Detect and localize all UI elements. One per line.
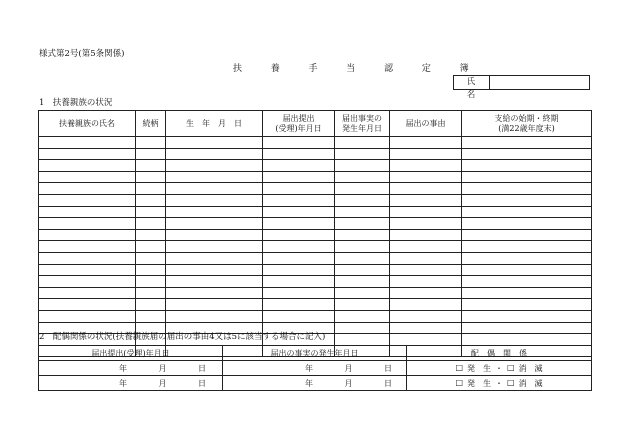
dependent-row [39,206,592,218]
col-header-spouse-submission-date: 届出提出(受理)年月日 [39,346,223,361]
month-unit: 月 [158,378,167,388]
reason-cell[interactable] [390,137,462,149]
occurrence-date-cell[interactable] [335,322,390,334]
submission-date-cell[interactable] [263,206,335,218]
payment-period-cell[interactable] [462,148,592,160]
reason-cell[interactable] [390,171,462,183]
birthdate-cell[interactable] [166,160,263,172]
relationship-cell[interactable] [136,148,166,160]
submission-date-cell[interactable] [263,229,335,241]
payment-period-cell[interactable] [462,334,592,346]
birthdate-cell[interactable] [166,183,263,195]
occur-label: 発 生 [467,378,491,388]
dependent-row [39,183,592,195]
month-unit: 月 [344,378,353,388]
relationship-cell[interactable] [136,310,166,322]
occur-checkbox[interactable]: □ [455,362,463,372]
option-separator: ・ [495,363,503,373]
relationship-cell[interactable] [136,229,166,241]
title-char: 簿 [459,64,469,74]
dependent-row [39,148,592,160]
submission-date-cell[interactable] [263,183,335,195]
month-unit: 月 [158,363,167,373]
extinct-label: 消 滅 [518,378,543,388]
dependent-name-cell[interactable] [39,299,136,311]
reason-cell[interactable] [390,264,462,276]
dependent-row [39,194,592,206]
dependent-row [39,310,592,322]
reason-cell[interactable] [390,148,462,160]
birthdate-cell[interactable] [166,194,263,206]
col-header-spouse-occurrence-date: 届出の事実の発生年月日 [223,346,407,361]
payment-period-cell[interactable] [462,310,592,322]
day-unit: 日 [384,363,392,373]
spouse-table [38,345,592,391]
payment-period-cell[interactable] [462,171,592,183]
occurrence-date-cell[interactable] [335,252,390,264]
reason-cell[interactable] [390,287,462,299]
option-separator: ・ [495,378,503,388]
reason-cell[interactable] [390,276,462,288]
birthdate-cell[interactable] [166,148,263,160]
year-unit: 年 [305,363,313,373]
col-header-spouse-relationship: 配 偶 関 係 [407,346,592,361]
dependent-name-cell[interactable] [39,160,136,172]
dependent-row [39,241,592,253]
occurrence-date-cell[interactable] [335,334,390,346]
submission-date-cell[interactable] [263,160,335,172]
dependent-row [39,218,592,230]
col-header-submission-date: 届出提出 (受理)年月日 [263,111,335,137]
submission-date-cell[interactable] [263,310,335,322]
birthdate-cell[interactable] [166,206,263,218]
day-unit: 日 [198,378,206,388]
payment-period-cell[interactable] [462,137,592,149]
dependent-name-cell[interactable] [39,137,136,149]
relationship-cell[interactable] [136,299,166,311]
dependents-table [38,110,592,357]
occurrence-date-cell[interactable] [335,206,390,218]
document-title [233,61,469,74]
spouse-submission-date-cell[interactable] [39,376,223,391]
title-char: 手 [308,64,318,74]
spouse-relationship-cell [407,376,592,391]
occurrence-date-cell[interactable] [335,137,390,149]
spouse-header-row [39,346,592,361]
relationship-cell[interactable] [136,218,166,230]
occur-checkbox[interactable]: □ [455,377,463,387]
dependent-name-cell[interactable] [39,194,136,206]
col-header-occurrence-date: 届出事実の 発生年月日 [335,111,390,137]
relationship-cell[interactable] [136,160,166,172]
occurrence-date-cell[interactable] [335,183,390,195]
submission-date-cell[interactable] [263,287,335,299]
birthdate-cell[interactable] [166,252,263,264]
year-unit: 年 [119,378,127,388]
dependent-row [39,229,592,241]
reason-cell[interactable] [390,241,462,253]
birthdate-cell[interactable] [166,287,263,299]
relationship-cell[interactable] [136,276,166,288]
relationship-cell[interactable] [136,241,166,253]
dependent-name-cell[interactable] [39,276,136,288]
payment-period-cell[interactable] [462,322,592,334]
payment-period-cell[interactable] [462,160,592,172]
occurrence-date-cell[interactable] [335,287,390,299]
payment-period-cell[interactable] [462,218,592,230]
payment-period-cell[interactable] [462,183,592,195]
dependent-name-cell[interactable] [39,206,136,218]
dependent-name-cell[interactable] [39,148,136,160]
reason-cell[interactable] [390,194,462,206]
form-number: 様式第2号(第5条関係) [39,49,125,59]
reason-cell[interactable] [390,299,462,311]
dependent-row [39,276,592,288]
col-header-dependent-name: 扶養親族の氏名 [39,111,136,137]
occurrence-date-cell[interactable] [335,264,390,276]
title-char: 養 [270,64,280,74]
submission-date-cell[interactable] [263,264,335,276]
occurrence-date-cell[interactable] [335,241,390,253]
reason-cell[interactable] [390,310,462,322]
year-unit: 年 [305,378,313,388]
reason-cell[interactable] [390,229,462,241]
name-label: 氏 名 [454,76,490,89]
extinct-checkbox[interactable]: □ [507,362,515,372]
col-header-payment-period: 支給の始期・終期 (満22歳年度末) [462,111,592,137]
payment-period-cell[interactable] [462,194,592,206]
submission-date-cell[interactable] [263,252,335,264]
birthdate-cell[interactable] [166,299,263,311]
birthdate-cell[interactable] [166,264,263,276]
dependent-name-cell[interactable] [39,252,136,264]
name-field-box[interactable] [453,75,590,100]
day-unit: 日 [384,378,392,388]
birthdate-cell[interactable] [166,310,263,322]
section1-heading: 1 扶養親族の状況 [39,98,113,108]
occurrence-date-cell[interactable] [335,299,390,311]
payment-period-cell[interactable] [462,252,592,264]
dependent-row [39,171,592,183]
dependent-name-cell[interactable] [39,310,136,322]
month-unit: 月 [344,363,353,373]
submission-date-cell[interactable] [263,299,335,311]
payment-period-cell[interactable] [462,264,592,276]
dependent-name-cell[interactable] [39,241,136,253]
dependent-name-cell[interactable] [39,218,136,230]
col-header-birthdate: 生 年 月 日 [166,111,263,137]
payment-period-cell[interactable] [462,229,592,241]
relationship-cell[interactable] [136,206,166,218]
reason-cell[interactable] [390,322,462,334]
occur-label: 発 生 [467,363,491,373]
occurrence-date-cell[interactable] [335,218,390,230]
payment-period-cell[interactable] [462,299,592,311]
relationship-cell[interactable] [136,287,166,299]
dependent-row [39,137,592,149]
reason-cell[interactable] [390,206,462,218]
payment-period-cell[interactable] [462,206,592,218]
birthdate-cell[interactable] [166,171,263,183]
dependent-name-cell[interactable] [39,183,136,195]
birthdate-cell[interactable] [166,241,263,253]
extinct-checkbox[interactable]: □ [507,377,515,387]
birthdate-cell[interactable] [166,229,263,241]
title-char: 当 [346,64,356,74]
dependent-name-cell[interactable] [39,264,136,276]
dependent-row [39,264,592,276]
year-unit: 年 [119,363,127,373]
spouse-occurrence-date-cell[interactable] [223,361,407,376]
reason-cell[interactable] [390,160,462,172]
extinct-label: 消 滅 [518,363,543,373]
occurrence-date-cell[interactable] [335,229,390,241]
submission-date-cell[interactable] [263,241,335,253]
relationship-cell[interactable] [136,194,166,206]
day-unit: 日 [198,363,206,373]
relationship-cell[interactable] [136,183,166,195]
relationship-cell[interactable] [136,264,166,276]
relationship-cell[interactable] [136,171,166,183]
dependent-name-cell[interactable] [39,229,136,241]
title-char: 扶 [233,64,243,74]
col-header-relationship: 続柄 [136,111,166,137]
birthdate-cell[interactable] [166,276,263,288]
reason-cell[interactable] [390,218,462,230]
payment-period-cell[interactable] [462,276,592,288]
occurrence-date-cell[interactable] [335,276,390,288]
payment-period-cell[interactable] [462,287,592,299]
col-header-reason: 届出の事由 [390,111,462,137]
occurrence-date-cell[interactable] [335,148,390,160]
occurrence-date-cell[interactable] [335,160,390,172]
relationship-cell[interactable] [136,252,166,264]
submission-date-cell[interactable] [263,148,335,160]
dependent-name-cell[interactable] [39,287,136,299]
dependent-name-cell[interactable] [39,171,136,183]
dependent-row [39,287,592,299]
birthdate-cell[interactable] [166,137,263,149]
dependents-header-row [39,111,592,137]
submission-date-cell[interactable] [263,171,335,183]
birthdate-cell[interactable] [166,218,263,230]
submission-date-cell[interactable] [263,194,335,206]
reason-cell[interactable] [390,252,462,264]
section2-heading: 2 配偶関係の状況(扶養親族届の届出の事由4又は5に該当する場合に記入) [39,332,326,342]
payment-period-cell[interactable] [462,241,592,253]
occurrence-date-cell[interactable] [335,194,390,206]
occurrence-date-cell[interactable] [335,310,390,322]
dependent-row [39,252,592,264]
spouse-relationship-cell [407,361,592,376]
relationship-cell[interactable] [136,137,166,149]
occurrence-date-cell[interactable] [335,171,390,183]
spouse-submission-date-cell[interactable] [39,361,223,376]
submission-date-cell[interactable] [263,276,335,288]
spouse-occurrence-date-cell[interactable] [223,376,407,391]
dependent-row [39,160,592,172]
reason-cell[interactable] [390,183,462,195]
submission-date-cell[interactable] [263,218,335,230]
title-char: 認 [384,64,394,74]
spouse-row [39,361,592,376]
dependent-row [39,299,592,311]
title-char: 定 [421,64,431,74]
submission-date-cell[interactable] [263,137,335,149]
reason-cell[interactable] [390,334,462,346]
spouse-row [39,376,592,391]
